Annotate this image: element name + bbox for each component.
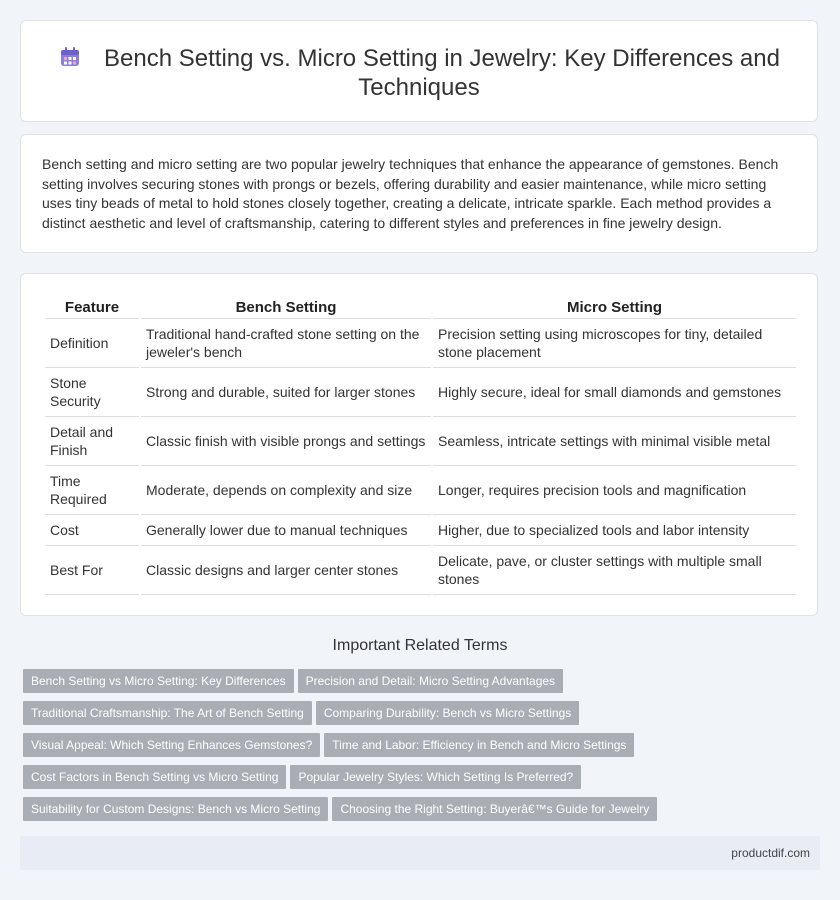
related-tag[interactable]: Cost Factors in Bench Setting vs Micro Setting xyxy=(23,765,286,789)
table-header-row xyxy=(45,296,796,319)
table-row xyxy=(45,515,796,546)
intro-text: Bench setting and micro setting are two popular jewelry techniques that enhance the appearance of gemstones. Bench setting involves securing stones with prongs or bezels, offering durability and easier maintenance, while micro setting uses tiny beads of metal to hold stones closely together, creating a delicate, intricate sparkle. Each method provides a distinct aesthetic and level of craftsmanship, catering to different styles and preferences in fine jewelry design. xyxy=(42,156,779,231)
related-tag[interactable]: Suitability for Custom Designs: Bench vs Micro Setting xyxy=(23,797,328,821)
footer-site[interactable]: productdif.com xyxy=(731,846,810,860)
table-cell: Strong and durable, suited for larger stones xyxy=(141,368,431,417)
table-cell: Classic designs and larger center stones xyxy=(141,546,431,595)
table-row xyxy=(45,417,796,466)
table-cell: Stone Security xyxy=(45,368,139,417)
table-row xyxy=(45,368,796,417)
footer xyxy=(20,836,820,870)
related-tag[interactable]: Popular Jewelry Styles: Which Setting Is Preferred? xyxy=(290,765,581,789)
related-tag[interactable]: Precision and Detail: Micro Setting Advantages xyxy=(298,669,563,693)
table-cell: Traditional hand-crafted stone setting on the jeweler's bench xyxy=(141,319,431,368)
related-tags xyxy=(23,669,823,829)
header-feature: Feature xyxy=(45,296,139,319)
table-cell: Time Required xyxy=(45,466,139,515)
table-row xyxy=(45,546,796,595)
header-bench-setting: Bench Setting xyxy=(141,296,431,319)
table-cell: Highly secure, ideal for small diamonds and gemstones xyxy=(433,368,796,417)
intro-card xyxy=(20,134,818,253)
header-micro-setting: Micro Setting xyxy=(433,296,796,319)
comparison-card xyxy=(20,273,818,616)
related-tag[interactable]: Visual Appeal: Which Setting Enhances Gemstones? xyxy=(23,733,320,757)
table-cell: Higher, due to specialized tools and labor intensity xyxy=(433,515,796,546)
table-cell: Seamless, intricate settings with minimal visible metal xyxy=(433,417,796,466)
related-tag[interactable]: Traditional Craftsmanship: The Art of Bench Setting xyxy=(23,701,312,725)
table-cell: Generally lower due to manual techniques xyxy=(141,515,431,546)
header-card xyxy=(20,20,818,122)
related-tag[interactable]: Choosing the Right Setting: Buyerâ€™s Guide for Jewelry xyxy=(332,797,657,821)
related-terms-title: Important Related Terms xyxy=(332,637,508,654)
table-cell: Classic finish with visible prongs and settings xyxy=(141,417,431,466)
table-cell: Longer, requires precision tools and magnification xyxy=(433,466,796,515)
table-cell: Definition xyxy=(45,319,139,368)
table-cell: Moderate, depends on complexity and size xyxy=(141,466,431,515)
table-cell: Best For xyxy=(45,546,139,595)
comparison-table xyxy=(43,296,798,595)
table-cell: Cost xyxy=(45,515,139,546)
table-row xyxy=(45,319,796,368)
page-title: Bench Setting vs. Micro Setting in Jewelry: Key Differences and Techniques xyxy=(104,45,780,101)
table-cell: Detail and Finish xyxy=(45,417,139,466)
table-row xyxy=(45,466,796,515)
table-cell: Delicate, pave, or cluster settings with multiple small stones xyxy=(433,546,796,595)
related-tag[interactable]: Time and Labor: Efficiency in Bench and Micro Settings xyxy=(324,733,634,757)
page-title-wrap xyxy=(21,44,817,102)
related-tag[interactable]: Comparing Durability: Bench vs Micro Settings xyxy=(316,701,579,725)
related-tag[interactable]: Bench Setting vs Micro Setting: Key Differences xyxy=(23,669,294,693)
table-cell: Precision setting using microscopes for tiny, detailed stone placement xyxy=(433,319,796,368)
calendar-icon xyxy=(58,45,82,69)
